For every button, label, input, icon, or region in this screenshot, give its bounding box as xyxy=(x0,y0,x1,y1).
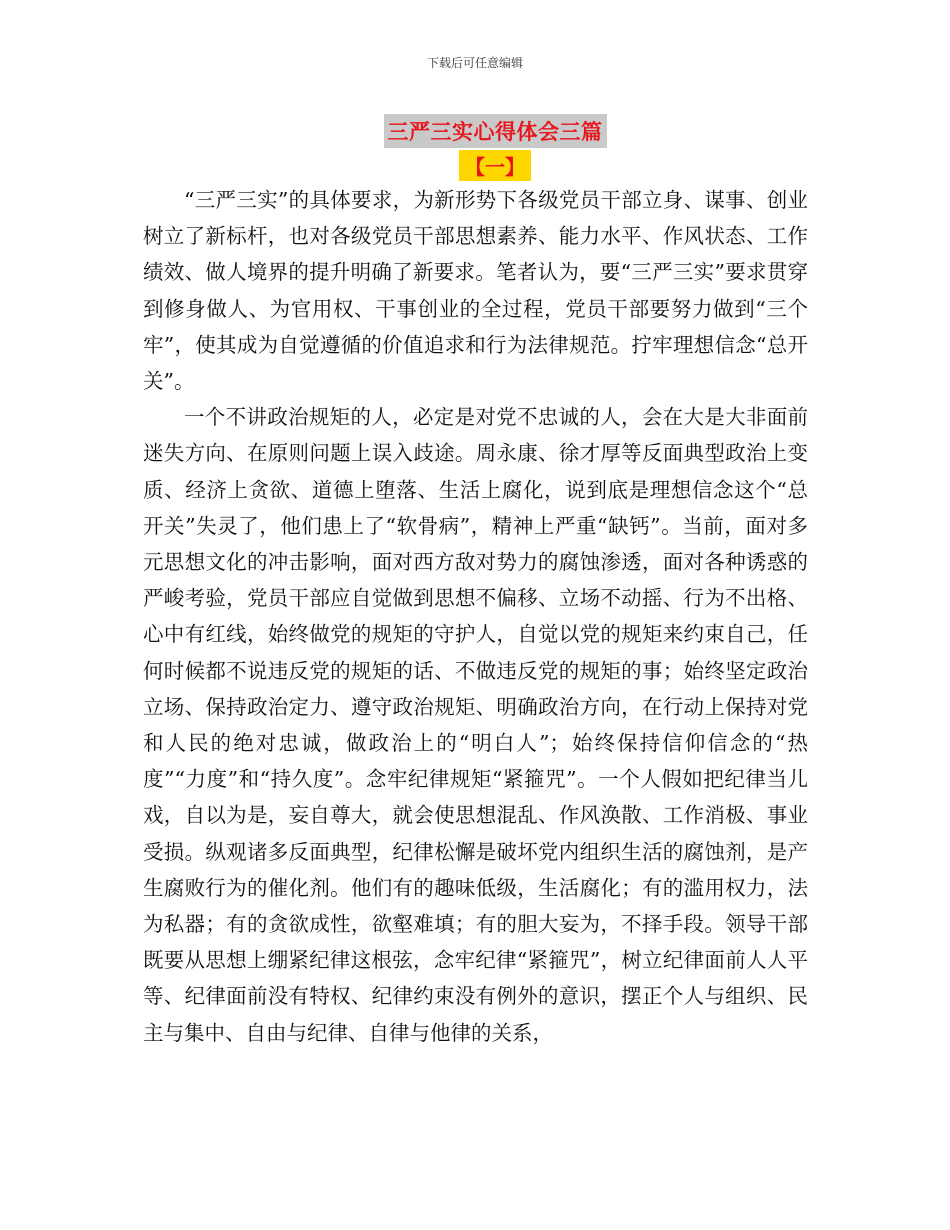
title-container xyxy=(0,114,950,148)
document-title: 三严三实心得体会三篇 xyxy=(384,114,607,148)
document-body xyxy=(143,182,808,1051)
download-note: 下载后可任意编辑 xyxy=(426,56,523,70)
section-label: 【一】 xyxy=(459,150,531,181)
section-label-container xyxy=(0,150,950,181)
paragraph: 一个不讲政治规矩的人，必定是对党不忠诚的人，会在大是大非面前迷失方向、在原则问题上误入歧途。周永康、徐才厚等反面典型政治上变质、经济上贪欲、道德上堕落、生活上腐化，说到底是理想信念这个“总开关”失灵了，他们患上了“软骨病”，精神上严重“缺钙”。当前，面对多元思想文化的冲击影响，面对西方敌对势力的腐蚀渗透，面对各种诱惑的严峻考验，党员干部应自觉做到思想不偏移、立场不动摇、行为不出格、心中有红线，始终做党的规矩的守护人，自觉以党的规矩来约束自己，任何时候都不说违反党的规矩的话、不做违反党的规矩的事；始终坚定政治立场、保持政治定力、遵守政治规矩、明确政治方向，在行动上保持对党和人民的绝对忠诚，做政治上的“明白人”；始终保持信仰信念的“热度”“力度”和“持久度”。念牢纪律规矩“紧箍咒”。一个人假如把纪律当儿戏，自以为是，妄自尊大，就会使思想混乱、作风涣散、工作消极、事业受损。纵观诸多反面典型，纪律松懈是破坏党内组织生活的腐蚀剂，是产生腐败行为的催化剂。他们有的趣味低级，生活腐化；有的滥用权力，法为私器；有的贪欲成性，欲壑难填；有的胆大妄为，不择手段。领导干部既要从思想上绷紧纪律这根弦，念牢纪律“紧箍咒”，树立纪律面前人人平等、纪律面前没有特权、纪律约束没有例外的意识，摆正个人与组织、民主与集中、自由与纪律、自律与他律的关系， xyxy=(143,405,808,1045)
paragraph: “三严三实”的具体要求，为新形势下各级党员干部立身、谋事、创业树立了新标杆，也对各级党员干部思想素养、能力水平、作风状态、工作绩效、做人境界的提升明确了新要求。笔者认为，要“三严三实”要求贯穿到修身做人、为官用权、干事创业的全过程，党员干部要努力做到“三个牢”，使其成为自觉遵循的价值追求和行为法律规范。拧牢理想信念“总开关”。 xyxy=(143,188,808,394)
